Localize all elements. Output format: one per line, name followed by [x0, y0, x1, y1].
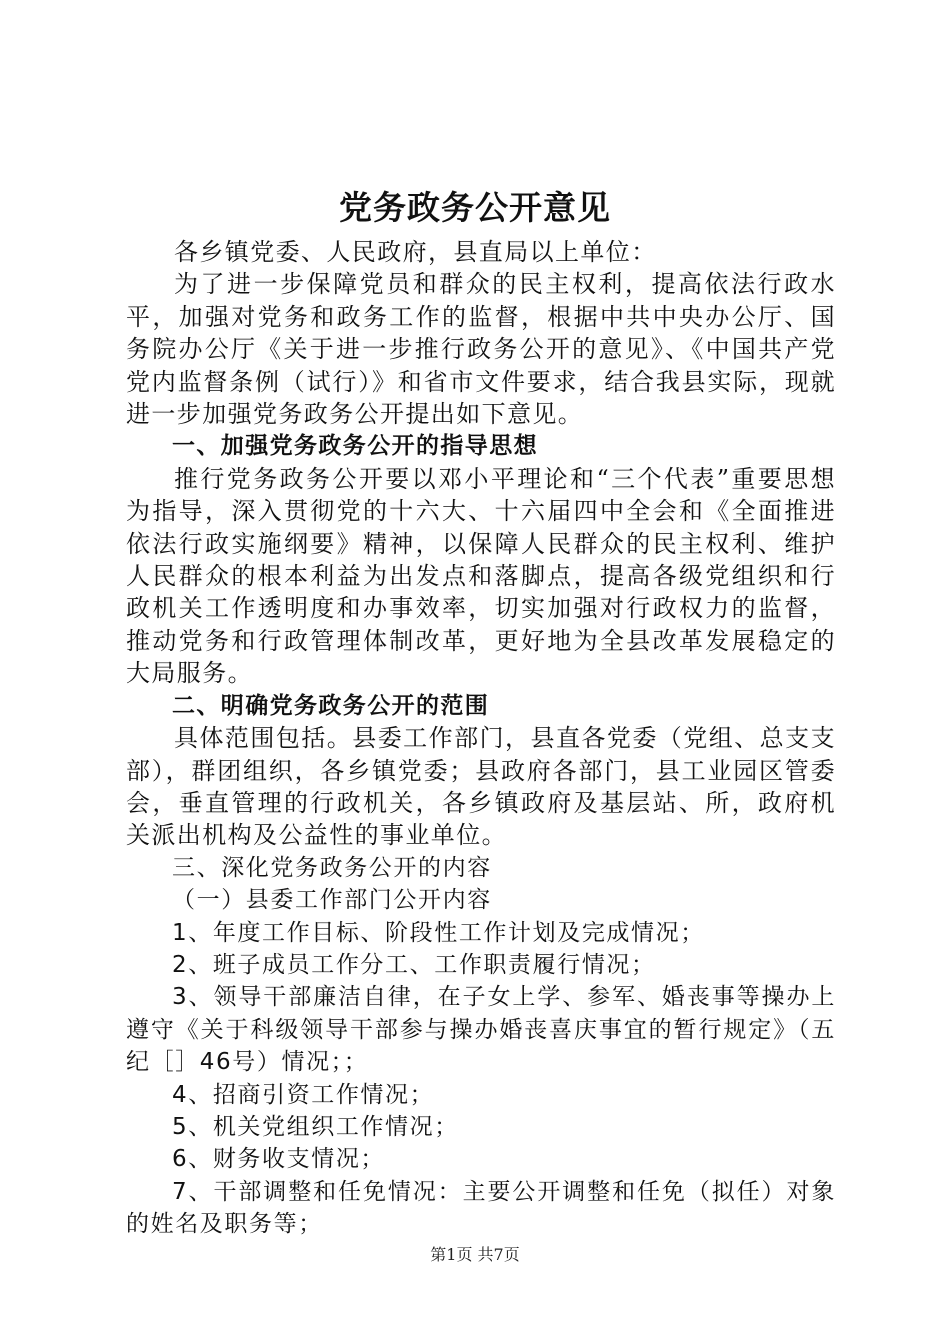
page-number-footer: 第1页 共7页: [430, 1245, 520, 1264]
list-item: 3、领导干部廉洁自律，在子女上学、参军、婚丧事等操办上遵守《关于科级领导干部参与操办婚丧喜庆事宜的暂行规定》（五纪［］46号）情况；；: [126, 984, 836, 1076]
list-item: 1、年度工作目标、阶段性工作计划及完成情况；: [172, 919, 705, 946]
section-1-paragraph: 推行党务政务公开要以邓小平理论和“三个代表”重要思想为指导，深入贯彻党的十六大、十六届四中全会和《全面推进依法行政实施纲要》精神，以保障人民群众的民主权利、维护人民群众的根本利益为出发点和落脚点，提高各级党组织和行政机关工作透明度和办事效率，切实加强对行政权力的监督，推动党务和行政管理体制改革，更好地为全县改革发展稳定的大局服务。: [126, 464, 836, 688]
document-title: 党务政务公开意见: [339, 188, 611, 227]
section-2-paragraph: 具体范围包括。县委工作部门，县直各党委（党组、总支支部），群团组织，各乡镇党委；县政府各部门，县工业园区管委会，垂直管理的行政机关，各乡镇政府及基层站、所，政府机关派出机构及公益性的事业单位。: [126, 724, 836, 850]
section-heading-3: 三、深化党务政务公开的内容: [172, 854, 492, 881]
subsection-heading-1: （一）县委工作部门公开内容: [172, 887, 492, 914]
list-item: 5、机关党组织工作情况；: [172, 1113, 459, 1140]
list-item: 4、招商引资工作情况；: [172, 1081, 435, 1108]
intro-paragraph: 为了进一步保障党员和群众的民主权利，提高依法行政水平，加强对党务和政务工作的监督，根据中共中央办公厅、国务院办公厅《关于进一步推行政务公开的意见》、《中国共产党党内监督条例（试行）》和省市文件要求，结合我县实际，现就进一步加强党务政务公开提出如下意见。: [126, 270, 836, 429]
list-item: 6、财务收支情况；: [172, 1146, 386, 1173]
document-body: [126, 236, 836, 1241]
salutation-paragraph: 各乡镇党委、人民政府，县直局以上单位：: [174, 238, 657, 266]
section-heading-2: 二、明确党务政务公开的范围: [172, 692, 490, 719]
list-item: 2、班子成员工作分工、工作职责履行情况；: [172, 951, 656, 978]
section-heading-1: 一、加强党务政务公开的指导思想: [172, 433, 538, 460]
list-item: 7、干部调整和任免情况：主要公开调整和任免（拟任）对象的姓名及职务等；: [126, 1178, 836, 1238]
